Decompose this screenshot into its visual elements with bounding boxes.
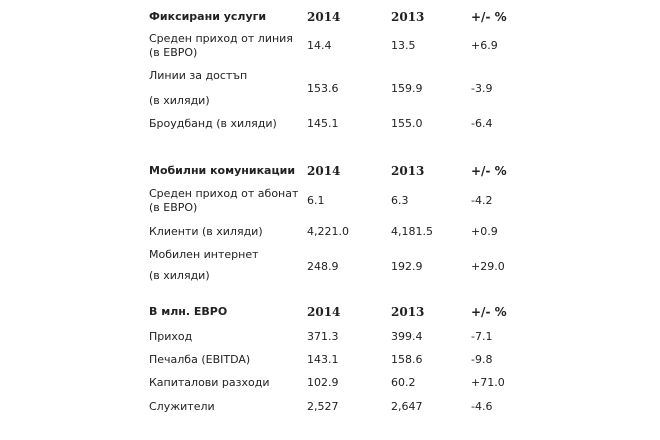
col-2014: 2014: [307, 164, 341, 178]
value-2014: 4,221.0: [307, 225, 349, 238]
row-label-unit: (в хиляди): [149, 269, 210, 282]
row-label: Клиенти (в хиляди): [149, 225, 263, 238]
value-2013: 192.9: [391, 260, 423, 273]
value-change: +71.0: [471, 376, 505, 389]
value-2014: 102.9: [307, 376, 339, 389]
section-title: Фиксирани услуги: [149, 10, 267, 23]
value-2013: 159.9: [391, 82, 423, 95]
row-label: Приход: [149, 330, 193, 343]
section-title: В млн. ЕВРО: [149, 305, 228, 318]
value-change: -3.9: [471, 82, 493, 95]
col-change: +/- %: [471, 305, 507, 319]
value-2013: 399.4: [391, 330, 423, 343]
value-2013: 4,181.5: [391, 225, 433, 238]
row-label: Среден приход от линия (в ЕВРО): [149, 32, 293, 59]
value-2013: 60.2: [391, 376, 416, 389]
col-2014: 2014: [307, 305, 341, 319]
value-2013: 13.5: [391, 39, 416, 52]
row-label: Броудбанд (в хиляди): [149, 117, 277, 130]
value-change: -6.4: [471, 117, 493, 130]
value-2014: 143.1: [307, 353, 339, 366]
col-change: +/- %: [471, 10, 507, 24]
value-2014: 14.4: [307, 39, 332, 52]
row-label: Мобилен интернет: [149, 248, 259, 261]
value-2013: 155.0: [391, 117, 423, 130]
section-title: Мобилни комуникации: [149, 164, 296, 177]
value-change: -4.6: [471, 400, 493, 413]
col-change: +/- %: [471, 164, 507, 178]
value-2013: 6.3: [391, 194, 409, 207]
col-2013: 2013: [391, 10, 425, 24]
col-2013: 2013: [391, 164, 425, 178]
row-label: Печалба (EBITDA): [149, 353, 251, 366]
value-change: -4.2: [471, 194, 493, 207]
row-label: Капиталови разходи: [149, 376, 270, 389]
value-2013: 2,647: [391, 400, 423, 413]
value-2014: 2,527: [307, 400, 339, 413]
value-2014: 371.3: [307, 330, 339, 343]
row-label: Линии за достъп: [149, 69, 248, 82]
row-label-unit: (в хиляди): [149, 94, 210, 107]
col-2013: 2013: [391, 305, 425, 319]
value-2014: 145.1: [307, 117, 339, 130]
value-2014: 153.6: [307, 82, 339, 95]
col-2014: 2014: [307, 10, 341, 24]
value-change: +6.9: [471, 39, 498, 52]
row-label: Служители: [149, 400, 215, 413]
value-2014: 6.1: [307, 194, 325, 207]
value-change: -9.8: [471, 353, 493, 366]
row-label: Среден приход от абонат (в ЕВРО): [149, 187, 299, 214]
value-change: -7.1: [471, 330, 493, 343]
value-2013: 158.6: [391, 353, 423, 366]
value-change: +0.9: [471, 225, 498, 238]
value-2014: 248.9: [307, 260, 339, 273]
value-change: +29.0: [471, 260, 505, 273]
